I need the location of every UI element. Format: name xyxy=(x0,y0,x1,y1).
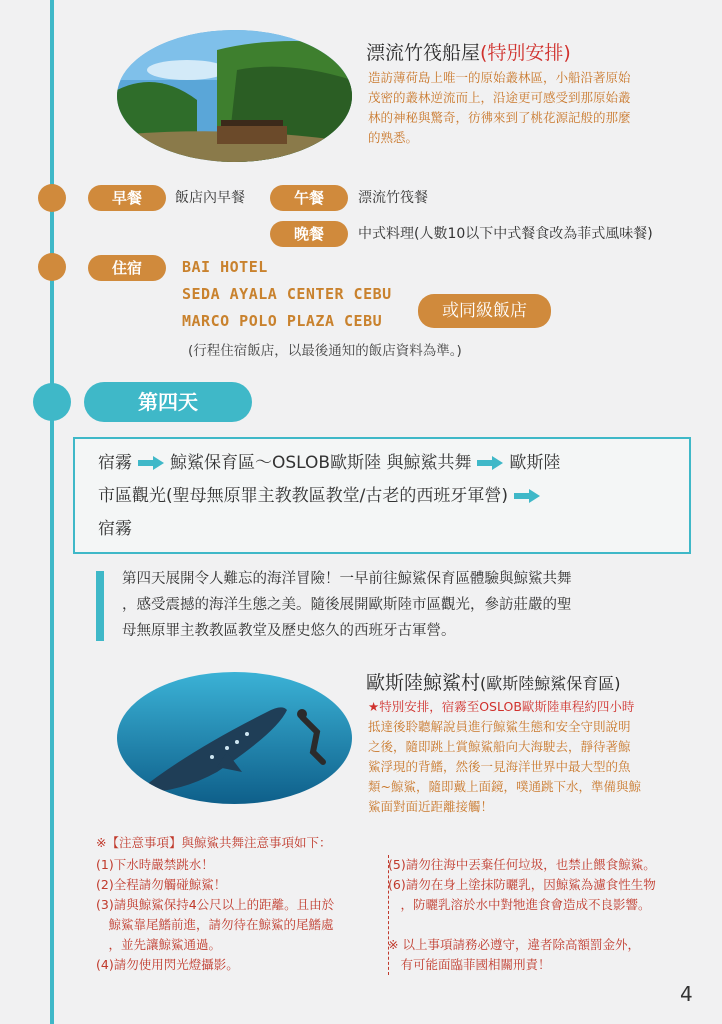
spot1-title xyxy=(366,38,571,65)
spot1-title-tag: (特別安排) xyxy=(480,42,571,64)
breakfast-label: 早餐 xyxy=(88,185,166,211)
spot2-desc-line: 鯊浮現的背鰭，然後一見海洋世界中最大型的魚 xyxy=(368,759,631,774)
page-number: 4 xyxy=(680,982,693,1006)
intro-accent-bar xyxy=(96,571,104,641)
intro-line: ，感受震撼的海洋生態之美。隨後展開歐斯陸市區觀光，參訪莊嚴的聖 xyxy=(122,597,572,613)
spot1-desc-line: 林的神秘與驚奇，彷彿來到了桃花源記般的那麼 xyxy=(368,110,631,125)
lodging-label: 住宿 xyxy=(88,255,166,281)
breakfast-value: 飯店內早餐 xyxy=(175,190,245,206)
notice-item: (2)全程請勿觸碰鯨鯊！ xyxy=(96,877,227,892)
notice-item: 鯨鯊靠尾鰭前進，請勿待在鯨鯊的尾鰭處 xyxy=(96,917,334,932)
notice-item: (1)下水時嚴禁跳水！ xyxy=(96,857,214,872)
route-stop: 歐斯陸 xyxy=(509,453,561,473)
dinner-value: 中式料理(人數10以下中式餐食改為菲式風味餐) xyxy=(358,226,653,242)
notice-item: (3)請與鯨鯊保持4公尺以上的距離。且由於 xyxy=(96,897,335,912)
notice-item: ，防曬乳溶於水中對牠進食會造成不良影響。 xyxy=(388,897,651,912)
lunch-value: 漂流竹筏餐 xyxy=(358,190,428,206)
spot2-title xyxy=(366,668,621,695)
route-line-1 xyxy=(98,447,560,480)
spot2-title-main: 歐斯陸鯨鯊村 xyxy=(366,672,481,694)
hotel-name: BAI HOTEL xyxy=(182,258,268,276)
day-title: 第四天 xyxy=(84,382,252,422)
arrow-right-icon xyxy=(138,456,164,470)
notice-left-list xyxy=(96,855,334,975)
intro-line: 第四天展開令人難忘的海洋冒險！一早前往鯨鯊保育區體驗與鯨鯊共舞 xyxy=(122,571,572,587)
spot1-desc-line: 茂密的叢林逆流而上，沿途更可感受到那原始叢 xyxy=(368,90,631,105)
notice-item: ，並先讓鯨鯊通過。 xyxy=(96,937,222,952)
hotel-name: MARCO POLO PLAZA CEBU xyxy=(182,312,383,330)
spot2-desc-line: 類~鯨鯊，隨即戴上面鏡，噗通跳下水，準備與鯨 xyxy=(368,779,641,794)
timeline-line xyxy=(50,0,54,1024)
day-intro xyxy=(122,566,692,644)
whale-shark-photo xyxy=(117,672,352,804)
hotel-name: SEDA AYALA CENTER CEBU xyxy=(182,285,392,303)
notice-item: (4)請勿使用閃光燈攝影。 xyxy=(96,957,239,972)
route-line-3 xyxy=(98,513,132,546)
spot2-title-tag: (歐斯陸鯨鯊保育區) xyxy=(480,674,621,693)
same-level-badge: 或同級飯店 xyxy=(418,294,551,328)
route-stop: 宿霧 xyxy=(98,519,132,539)
arrow-right-icon xyxy=(477,456,503,470)
timeline-dot-day xyxy=(33,383,71,421)
dinner-label: 晚餐 xyxy=(270,221,348,247)
route-stop: 宿霧 xyxy=(98,453,132,473)
route-line-2 xyxy=(98,480,546,513)
spot1-title-main: 漂流竹筏船屋 xyxy=(366,42,481,64)
timeline-dot-lodging xyxy=(38,253,66,281)
spot2-desc-line: 鯊面對面近距離接觸！ xyxy=(368,799,494,814)
spot2-special-line: ★特別安排，宿霧至OSLOB歐斯陸車程約四小時 xyxy=(368,699,635,714)
spot1-desc-line: 造訪薄荷島上唯一的原始叢林區，小船沿著原始 xyxy=(368,70,631,85)
notice-footer: ※ 以上事項請務必遵守，違者除高額罰金外， xyxy=(388,937,640,952)
notice-footer: 有可能面臨菲國相關刑責！ xyxy=(388,957,551,972)
route-stop: 市區觀光(聖母無原罪主教教區教堂/古老的西班牙軍營) xyxy=(98,486,508,506)
arrow-right-icon xyxy=(514,489,540,503)
notice-item: (5)請勿往海中丟棄任何垃圾，也禁止餵食鯨鯊。 xyxy=(388,857,656,872)
spot2-desc-line: 抵達後聆聽解說員進行鯨鯊生態和安全守則說明 xyxy=(368,719,631,734)
lodging-note: (行程住宿飯店，以最後通知的飯店資料為準。) xyxy=(188,343,462,359)
route-box xyxy=(73,437,691,554)
spot1-description xyxy=(368,68,698,148)
notice-item: (6)請勿在身上塗抹防曬乳，因鯨鯊為濾食性生物 xyxy=(388,877,656,892)
jungle-river-photo xyxy=(117,30,352,162)
intro-line: 母無原罪主教教區教堂及歷史悠久的西班牙古軍營。 xyxy=(122,623,456,639)
timeline-dot-meals xyxy=(38,184,66,212)
notice-right-list xyxy=(388,855,656,975)
spot1-desc-line: 的熟悉。 xyxy=(368,130,419,145)
route-stop: 鯨鯊保育區～OSLOB歐斯陸 與鯨鯊共舞 xyxy=(170,453,472,473)
notice-heading: ※【注意事項】與鯨鯊共舞注意事項如下： xyxy=(96,835,332,850)
lunch-label: 午餐 xyxy=(270,185,348,211)
spot2-desc-line: 之後，隨即跳上賞鯨鯊船向大海駛去，靜待著鯨 xyxy=(368,739,631,754)
spot2-description xyxy=(368,697,698,817)
hotel-list xyxy=(182,254,392,335)
